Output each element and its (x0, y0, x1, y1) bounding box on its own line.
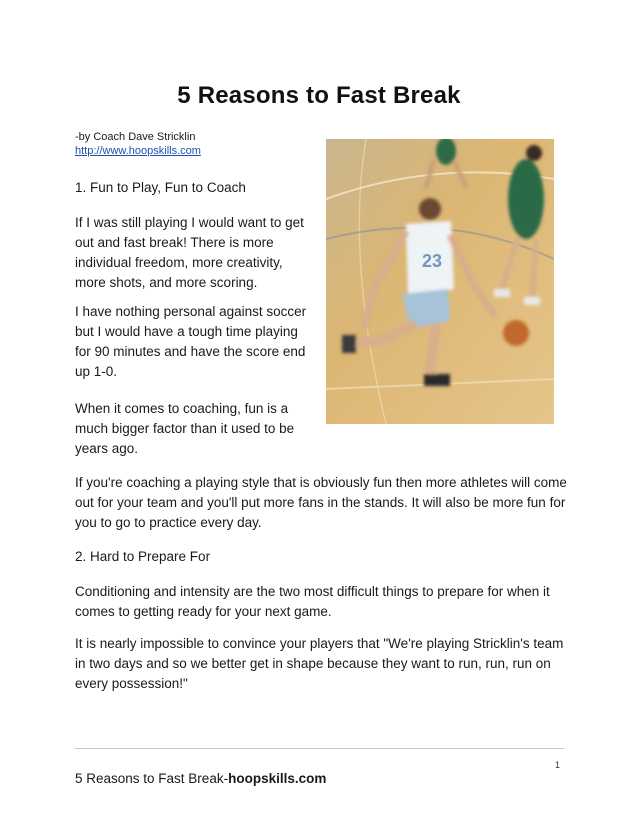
website-link[interactable]: http://www.hoopskills.com (75, 145, 201, 157)
jersey-number: 23 (422, 251, 443, 271)
paragraph-3: When it comes to coaching, fun is a much bigger factor than it used to be years ago. (75, 401, 295, 456)
byline (75, 130, 201, 158)
section-heading-1: 1. Fun to Play, Fun to Coach (75, 180, 246, 195)
paragraph-5: Conditioning and intensity are the two most difficult things to prepare for when it comes to getting ready for your next game. (75, 584, 550, 619)
footer-text (75, 771, 326, 786)
footer-site: hoopskills.com (228, 771, 327, 786)
section-heading-2: 2. Hard to Prepare For (75, 549, 211, 564)
paragraph-2: I have nothing personal against soccer but I would have a tough time playing for 90 minutes and have the score end up 1-0. (75, 304, 307, 379)
footer-divider (75, 748, 564, 749)
footer-title: 5 Reasons to Fast Break- (75, 771, 229, 786)
paragraph-1: If I was still playing I would want to get out and fast break! There is more individual freedom, more creativity, more shots, and more scoring. (75, 215, 304, 290)
author-line: -by Coach Dave Stricklin (75, 131, 196, 143)
page-title: 5 Reasons to Fast Break (177, 82, 461, 109)
page-number: 1 (555, 760, 561, 770)
basketball-photo (326, 139, 554, 424)
paragraph-6: It is nearly impossible to convince your players that "We're playing Stricklin's team in two days and so we better get in shape because they want to run, run, run on every possession!" (75, 636, 564, 691)
paragraph-4: If you're coaching a playing style that is obviously fun then more athletes will come out for your team and you'll put more fans in the stands. It will also be more fun for you to go to practice every day. (75, 475, 567, 530)
